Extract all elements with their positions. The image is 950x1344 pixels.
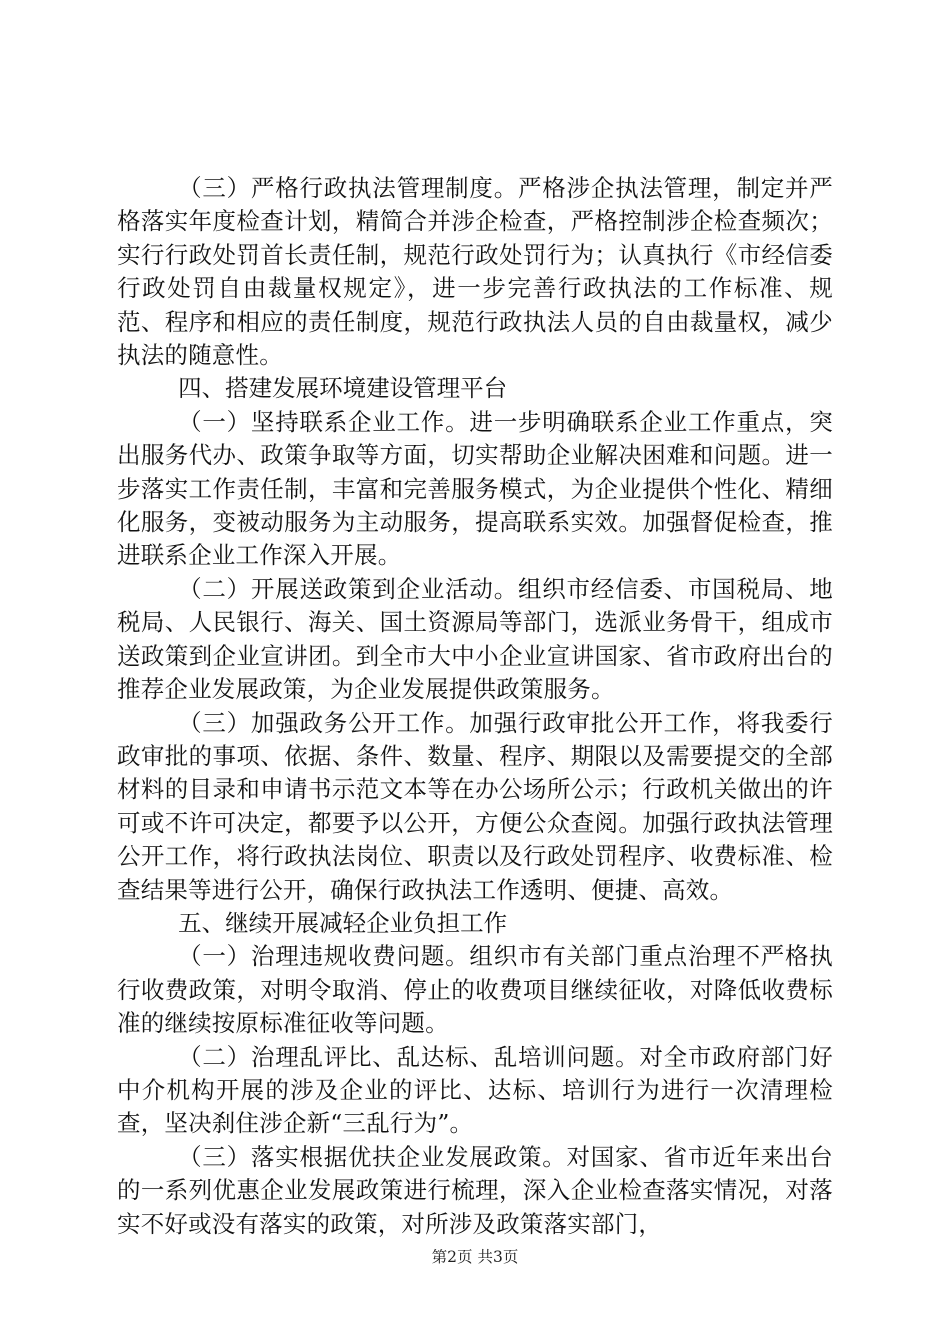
section-heading-four: 四、搭建发展环境建设管理平台 [178,374,508,403]
paragraph-policy-delivery: （二）开展送政策到企业活动。组织市经信委、市国税局、地税局、人民银行、海关、国土资源局等部门，选派业务骨干，组成市送政策到企业宣讲团。到全市大中小企业宣讲国家、省市政府出台的推荐企业发展政策，为企业发展提供政策服务。 [117,574,833,704]
paragraph-illegal-fees: （一）治理违规收费问题。组织市有关部门重点治理不严格执行收费政策，对明令取消、停止的收费项目继续征收，对降低收费标准的继续按原标准征收等问题。 [117,942,833,1038]
paragraph-strict-enforcement: （三）严格行政执法管理制度。严格涉企执法管理，制定并严格落实年度检查计划，精简合并涉企检查，严格控制涉企检查频次；实行行政处罚首长责任制，规范行政处罚行为；认真执行《市经信委行政处罚自由裁量权规定》，进一步完善行政执法的工作标准、规范、程序和相应的责任制度，规范行政执法人员的自由裁量权，减少执法的随意性。 [117,174,833,370]
section-heading-five: 五、继续开展减轻企业负担工作 [178,908,508,937]
paragraph-government-openness: （三）加强政务公开工作。加强行政审批公开工作，将我委行政审批的事项、依据、条件、数量、程序、期限以及需要提交的全部材料的目录和申请书示范文本等在办公场所公示；行政机关做出的许可或不许可决定，都要予以公开，方便公众查阅。加强行政执法管理公开工作，将行政执法岗位、职责以及行政处罚程序、收费标准、检查结果等进行公开，确保行政执法工作透明、便捷、高效。 [117,708,833,904]
paragraph-support-policies: （三）落实根据优扶企业发展政策。对国家、省市近年来出台的一系列优惠企业发展政策进行梳理，深入企业检查落实情况，对落实不好或没有落实的政策，对所涉及政策落实部门， [117,1142,833,1238]
document-body [117,172,833,1241]
page-number-footer: 第2页 共3页 [431,1248,519,1266]
paragraph-contact-enterprises: （一）坚持联系企业工作。进一步明确联系企业工作重点，突出服务代办、政策争取等方面，切实帮助企业解决困难和问题。进一步落实工作责任制，丰富和完善服务模式，为企业提供个性化、精细化服务，变被动服务为主动服务，提高联系实效。加强督促检查，推进联系企业工作深入开展。 [117,407,833,570]
paragraph-three-disorders: （二）治理乱评比、乱达标、乱培训问题。对全市政府部门好中介机构开展的涉及企业的评比、达标、培训行为进行一次清理检查，坚决刹住涉企新“三乱行为”。 [117,1042,833,1138]
